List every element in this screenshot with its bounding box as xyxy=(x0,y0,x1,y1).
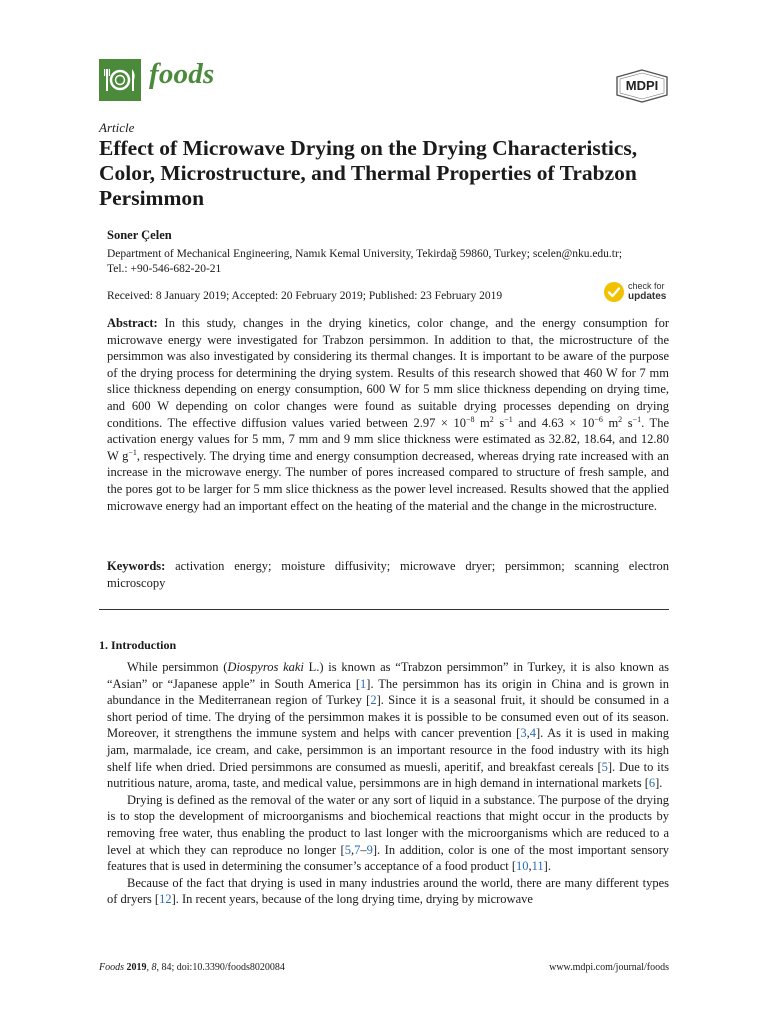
abstract-text: . The activation energy values for 5 mm, 7 mm and 9 mm slice thickness were estimated as 32.82, 18.64, and 12.80 W g xyxy=(107,415,669,463)
abstract xyxy=(107,315,669,514)
plate-cutlery-icon xyxy=(99,59,141,101)
text-run: Drying is defined as the removal of the water or any sort of liquid in a substance. The purpose of the drying is to stop the development of microorganisms and biochemical reactions that might occur in the products by removing free water, thus enabling the product to last longer with the microorganisms which are reduced to a level at which they can reproduce no longer [ xyxy=(107,792,669,857)
text-run: ]. xyxy=(655,776,663,791)
text-run: ]. As it is used in making jam, marmalade, ice cream, and cake, persimmon is an important resource in the food industry with its high shelf life when dried. Dried persimmons are consumed as muesli, aperitif, and breakfast cereals [ xyxy=(107,726,669,774)
author-affiliation xyxy=(107,247,687,277)
abstract-label: Abstract: xyxy=(107,316,158,330)
article-type: Article xyxy=(99,120,135,135)
introduction-body xyxy=(107,659,669,908)
citation-link[interactable]: 12 xyxy=(159,892,172,907)
citation-link[interactable]: 5 xyxy=(601,759,608,774)
citation-link[interactable]: 5 xyxy=(344,842,351,857)
species-name: Diospyros kaki xyxy=(227,660,304,674)
footer-citation xyxy=(99,962,285,973)
affiliation-phone: Tel.: +90-546-682-20-21 xyxy=(107,263,222,275)
journal-name: foods xyxy=(149,58,215,90)
text-run: ]. In addition, color is one of the most important sensory features that is used in determining the consumer’s acceptance of a food product [ xyxy=(107,842,670,874)
affiliation-line: Department of Mechanical Engineering, Namık Kemal University, Tekirdağ 59860, Turkey; scelen@nku.edu.tr; xyxy=(107,248,623,260)
superscript: −1 xyxy=(632,414,642,424)
abstract-text: s xyxy=(622,415,633,430)
citation-link[interactable]: 11 xyxy=(531,859,544,874)
updates-label: updates xyxy=(628,291,667,302)
abstract-text: , respectively. The drying time and energy consumption decreased, whereas drying rate increased with an increase in the microwave energy. The number of pores increased compared to structure of fresh sample, and the pores got to be larger for 5 mm slice thickness as the power level increased. Results showed that the applied microwave energy had an important effect on the heating of the material and the change in the microstructure. xyxy=(107,448,669,513)
text-run: , xyxy=(528,859,532,874)
citation-link[interactable]: 4 xyxy=(529,726,536,741)
abstract-text: In this study, changes in the drying kinetics, color change, and the energy consumption for microwave energy were investigated for Trabzon persimmon. In addition to that, the microstructure of the persimmon was also investigated by considering its thermal changes. It is important to be aware of the purpose of the drying process for determining the drying system. Results of this research showed that 460 W for 7 mm slice thickness depending on energy consumption, 600 W for 5 mm slice thickness depending on drying time, and 600 W depending on color changes were found as suitable drying processes depending on drying conditions. The effective diffusion values varied between 2.97 × 10 xyxy=(107,316,669,430)
journal-logo xyxy=(99,59,141,101)
keywords xyxy=(107,558,669,592)
text-run: , xyxy=(350,842,355,857)
citation-link[interactable]: 3 xyxy=(520,726,527,741)
mdpi-logo-text: MDPI xyxy=(625,78,659,93)
check-for-updates-badge[interactable] xyxy=(603,280,673,304)
mdpi-logo xyxy=(615,68,669,104)
section-heading-introduction: 1. Introduction xyxy=(99,638,177,652)
citation-link[interactable]: 9 xyxy=(366,842,373,857)
text-run: , xyxy=(526,726,530,741)
abstract-text: and 4.63 × 10 xyxy=(512,415,595,430)
abstract-text: m xyxy=(602,415,619,430)
superscript: 2 xyxy=(618,414,623,424)
section-divider xyxy=(99,609,669,610)
keywords-label: Keywords: xyxy=(107,559,166,573)
text-run: ]. In recent years, because of the long drying time, drying by microwave xyxy=(171,892,533,907)
footer-journal: Foods xyxy=(99,962,124,973)
text-run: L.) is known as “Trabzon persimmon” in Turkey, it is also known as “Asian” or “Japanese apple” in South America [ xyxy=(107,660,669,691)
publication-dates: Received: 8 January 2019; Accepted: 20 February 2019; Published: 23 February 2019 xyxy=(107,290,503,302)
keywords-text: activation energy; moisture diffusivity; microwave dryer; persimmon; scanning electron microscopy xyxy=(107,559,669,590)
superscript: −8 xyxy=(465,414,475,424)
superscript: −6 xyxy=(594,414,603,424)
superscript: −1 xyxy=(504,414,513,424)
superscript: −1 xyxy=(128,447,137,457)
paragraph xyxy=(107,875,669,908)
check-for-label: check for xyxy=(628,281,665,291)
abstract-text: m xyxy=(474,415,490,430)
citation-link[interactable]: 1 xyxy=(360,676,367,691)
citation-link[interactable]: 7 xyxy=(354,842,361,857)
text-run: While persimmon ( xyxy=(127,660,228,674)
checkmark-badge-icon xyxy=(603,281,625,303)
text-run: ]. The persimmon has its origin in China and is grown in abundance in the Mediterranean region of Turkey [ xyxy=(107,676,669,708)
text-run: ]. Since it is a seasonal fruit, it should be consumed in a short period of time. The drying of the persimmon makes it is possible to be consumed even out of its season. Moreover, it strengthens the immune system and helps with cancer prevention [ xyxy=(107,693,669,741)
footer-year: 2019 xyxy=(124,962,147,973)
paper-title: Effect of Microwave Drying on the Drying Characteristics, Color, Microstructure, and Thermal Properties of Trabzon Persimmon xyxy=(99,136,638,210)
author-name: Soner Çelen xyxy=(107,228,172,242)
footer-journal-url[interactable]: www.mdpi.com/journal/foods xyxy=(549,962,669,973)
paragraph xyxy=(107,659,669,792)
text-run: ]. Due to its nutritious nature, aroma, taste, and medical value, persimmons are in high demand in international markets [ xyxy=(107,759,669,791)
abstract-text: s xyxy=(493,415,505,430)
text-run: ]. xyxy=(543,859,551,874)
citation-link[interactable]: 6 xyxy=(648,776,656,791)
citation-link[interactable]: 2 xyxy=(370,693,377,708)
paragraph xyxy=(107,792,669,875)
footer-doi: , 84; doi:10.3390/foods8020084 xyxy=(156,962,285,973)
citation-link[interactable]: 10 xyxy=(516,859,529,874)
text-run: – xyxy=(360,842,367,857)
text-run: Because of the fact that drying is used in many industries around the world, there are many different types of dryers [ xyxy=(107,875,669,907)
footer-volume: , 8 xyxy=(146,962,157,973)
superscript: 2 xyxy=(489,414,494,424)
